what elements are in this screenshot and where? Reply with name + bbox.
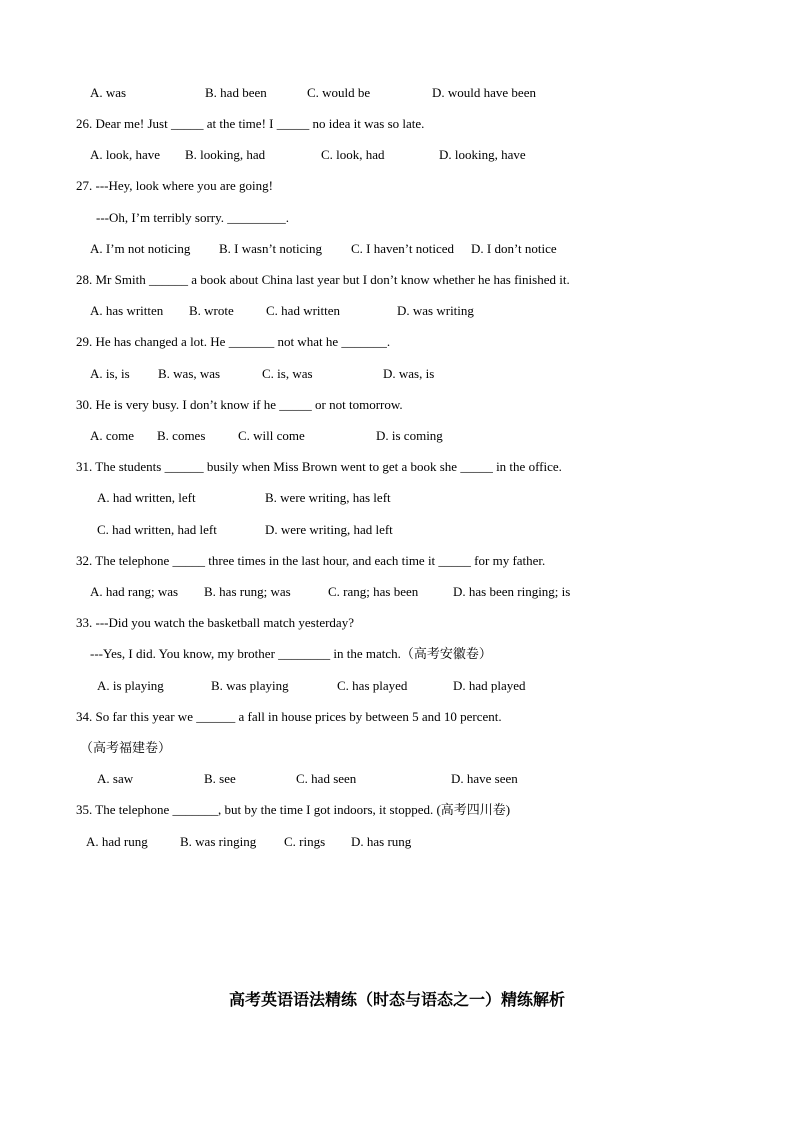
option-b: B. I wasn’t noticing [219, 241, 323, 256]
option-a: A. look, have [90, 147, 161, 162]
option-a: A. is, is [90, 366, 130, 381]
question-stem: 35. The telephone _______, but by the time I got indoors, it stopped. (高考四川卷) [76, 802, 511, 817]
option-b: B. were writing, has left [265, 490, 391, 505]
option-a: A. had written, left [97, 490, 196, 505]
option-a: A. has written [90, 303, 164, 318]
option-c: C. rings [284, 834, 326, 849]
option-c: C. rang; has been [328, 584, 419, 599]
option-d: D. was, is [383, 366, 435, 381]
question-stem: 29. He has changed a lot. He _______ not what he _______. [76, 334, 391, 349]
option-b: B. looking, had [185, 147, 266, 162]
question-stem: 30. He is very busy. I don’t know if he _____ or not tomorrow. [76, 397, 403, 412]
question-stem: 27. ---Hey, look where you are going! [76, 178, 273, 193]
option-d: D. had played [453, 678, 526, 693]
option-b: B. has rung; was [204, 584, 291, 599]
question-stem: 34. So far this year we ______ a fall in house prices by between 5 and 10 percent. [76, 709, 502, 724]
option-d: D. would have been [432, 85, 536, 100]
option-a: A. had rung [86, 834, 148, 849]
option-d: D. looking, have [439, 147, 526, 162]
question-stem: 31. The students ______ busily when Miss Brown went to get a book she _____ in the office. [76, 459, 562, 474]
question-stem: 28. Mr Smith ______ a book about China last year but I don’t know whether he has finished it. [76, 272, 570, 287]
option-b: B. had been [205, 85, 267, 100]
dialogue-reply: ---Yes, I did. You know, my brother ________ in the match.（高考安徽卷） [90, 646, 492, 661]
option-a: A. was [90, 85, 127, 100]
dialogue-reply: ---Oh, I’m terribly sorry. _________. [96, 210, 290, 225]
option-c: C. will come [238, 428, 305, 443]
option-c: C. had seen [296, 771, 357, 786]
option-b: B. was ringing [180, 834, 257, 849]
option-c: C. I haven’t noticed [351, 241, 455, 256]
option-d: D. was writing [397, 303, 474, 318]
question-stem: 26. Dear me! Just _____ at the time! I _____ no idea it was so late. [76, 116, 425, 131]
option-d: D. I don’t notice [471, 241, 557, 256]
question-source: （高考福建卷） [80, 740, 172, 755]
question-stem: 33. ---Did you watch the basketball match yesterday? [76, 615, 354, 630]
option-c: C. is, was [262, 366, 313, 381]
option-d: D. has rung [351, 834, 412, 849]
option-d: D. were writing, had left [265, 522, 393, 537]
option-a: A. I’m not noticing [90, 241, 191, 256]
option-c: C. had written [266, 303, 341, 318]
option-d: D. is coming [376, 428, 443, 443]
option-a: A. come [90, 428, 135, 443]
option-a: A. saw [97, 771, 134, 786]
option-c: C. had written, had left [97, 522, 217, 537]
option-b: B. comes [157, 428, 206, 443]
option-d: D. has been ringing; is [453, 584, 571, 599]
question-stem: 32. The telephone _____ three times in the last hour, and each time it _____ for my father. [76, 553, 546, 568]
option-a: A. is playing [97, 678, 164, 693]
option-b: B. was, was [158, 366, 221, 381]
option-b: B. see [204, 771, 236, 786]
option-b: B. was playing [211, 678, 289, 693]
option-c: C. has played [337, 678, 408, 693]
section-title: 高考英语语法精练（时态与语态之一）精练解析 [228, 990, 565, 1009]
option-c: C. would be [307, 85, 371, 100]
option-a: A. had rang; was [90, 584, 179, 599]
option-d: D. have seen [451, 771, 518, 786]
option-b: B. wrote [189, 303, 234, 318]
option-c: C. look, had [321, 147, 385, 162]
